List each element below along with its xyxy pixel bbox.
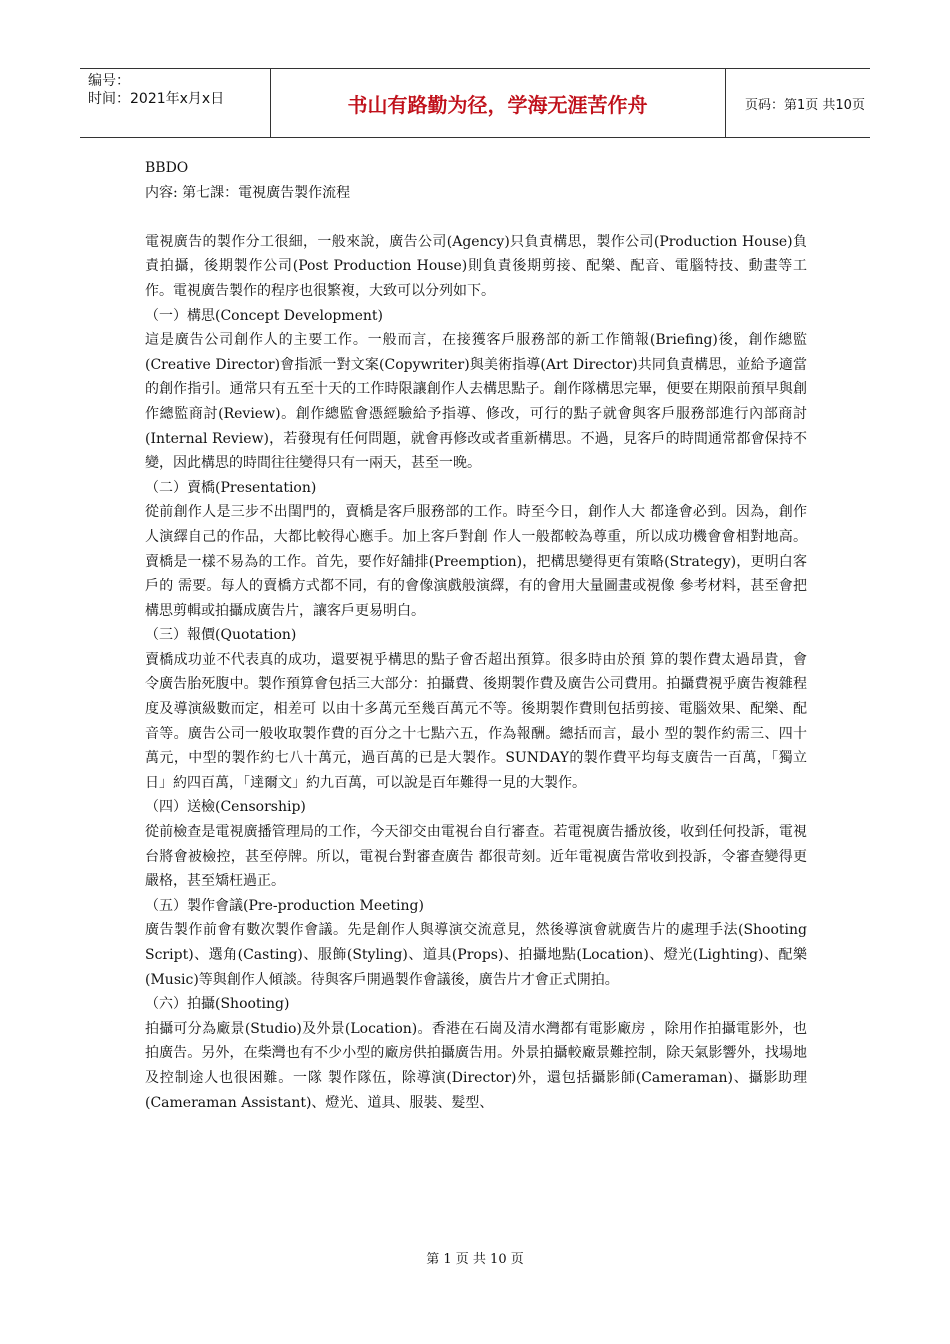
section-preproduction: [145, 894, 807, 992]
section-title: （四）送檢(Censorship): [145, 799, 306, 816]
page-header: [80, 68, 870, 138]
section-shooting: [145, 992, 807, 1115]
header-motto: 书山有路勤为径，学海无涯苦作舟: [270, 69, 726, 137]
section-body: 廣告製作前會有數次製作會議。先是創作人與導演交流意見，然後導演會就廣告片的處理手法(Shooting Script)、選角(Casting)、服飾(Styling)、道具(Props)、拍攝地點(Location)、燈光(Lighting)、配樂(Music)等與創作人傾談。待與客戶開過製作會議後，廣告片才會正式開拍。: [145, 922, 807, 988]
header-meta: [80, 69, 271, 137]
org-name: BBDO: [145, 160, 189, 176]
section-title: （一）構思(Concept Development): [145, 307, 384, 324]
header-page-info: 页码：第1页 共10页: [745, 97, 865, 113]
section-presentation: [145, 476, 807, 624]
code-label: 编号：: [88, 73, 130, 89]
section-title: （三）報價(Quotation): [145, 627, 297, 644]
section-body: 從前創作人是三步不出閨門的，賣橋是客戶服務部的工作。時至今日，創作人大 都逢會必到。因為，創作人演繹自己的作品，大都比較得心應手。加上客戶對創 作人一般都較為尊重，所以成功機會會相對地高。賣橋是一樣不易為的工作。首先，要作好舖排(Preemption)，把構思變得更有策略(Strategy)，更明白客戶的 需要。每人的賣橋方式都不同，有的會像演戲般演繹，有的會用大量圖畫或視像 參考材料，甚至會把構思剪輯或拍攝成廣告片，讓客戶更易明白。: [145, 504, 807, 619]
spacer: [145, 205, 807, 230]
intro-paragraph: 電視廣告的製作分工很細，一般來說，廣告公司(Agency)只負責構思，製作公司(Production House)負責拍攝，後期製作公司(Post Production House)則負責後期剪接、配樂、配音、電腦特技、動畫等工作。電視廣告製作的程序也很繁複，大致可以分列如下。: [145, 233, 807, 299]
section-censorship: [145, 795, 807, 893]
date-label: 时间：2021年x月x日: [88, 91, 225, 107]
section-title: （五）製作會議(Pre-production Meeting): [145, 897, 424, 914]
section-body: 賣橋成功並不代表真的成功，還要視乎構思的點子會否超出預算。很多時由於預 算的製作費太過昂貴，會令廣告胎死腹中。製作預算會包括三大部分：拍攝費、後期製作費及廣告公司費用。拍攝費視乎廣告複雜程度及導演級數而定，相差可 以由十多萬元至幾百萬元不等。後期製作費則包括剪接、電腦效果、配樂、配音等。廣告公司一般收取製作費的百分之十七點六五，作為報酬。總括而言，最小 型的製作約需三、四十萬元，中型的製作約七八十萬元，過百萬的已是大製作。SUNDAY的製作費平均每支廣告一百萬，「獨立日」約四百萬，「達爾文」約九百萬，可以說是百年難得一見的大製作。: [145, 651, 807, 791]
section-body: 這是廣告公司創作人的主要工作。一般而言，在接獲客戶服務部的新工作簡報(Briefing)後，創作總監(Creative Director)會指派一對文案(Copywriter)與美術指導(Art Director)共同負責構思，並給予適當的創作指引。通常只有五至十天的工作時限讓創作人去構思點子。創作隊構思完畢，便要在期限前預早與創作總監商討(Review)。創作總監會憑經驗給予指導、修改，可行的點子就會與客戶服務部進行內部商討(Internal Review)，若發現有任何問題，就會再修改或者重新構思。不過，見客戶的時間通常都會保持不變，因此構思的時間往往變得只有一兩天，甚至一晚。: [145, 332, 807, 472]
section-concept: [145, 304, 807, 476]
section-body: 從前檢查是電視廣播管理局的工作，今天卻交由電視台自行審查。若電視廣告播放後，收到任何投訴，電視台將會被檢控，甚至停牌。所以，電視台對審查廣告 都很苛刻。近年電視廣告常收到投訴，令審查變得更嚴格，甚至矯枉過正。: [145, 824, 807, 890]
document-body: [145, 156, 807, 1115]
subject-line: 内容: 第七課：電視廣告製作流程: [145, 184, 351, 201]
section-title: （六）拍攝(Shooting): [145, 996, 290, 1013]
page-footer: 第 1 页 共 10 页: [426, 1252, 524, 1267]
section-body: 拍攝可分為廠景(Studio)及外景(Location)。香港在石崗及清水灣都有電影廠房 ，除用作拍攝電影外，也拍廣告。另外，在柴灣也有不少小型的廠房供拍攝廣告用。外景拍攝較廠景難控制，除天氣影響外，找場地及控制途人也很困難。一隊 製作隊伍，除導演(Director)外，還包括攝影師(Cameraman)、攝影助理(Cameraman Assistant)、燈光、道具、服裝、髮型、: [145, 1020, 807, 1111]
section-quotation: [145, 623, 807, 795]
section-title: （二）賣橋(Presentation): [145, 479, 317, 496]
